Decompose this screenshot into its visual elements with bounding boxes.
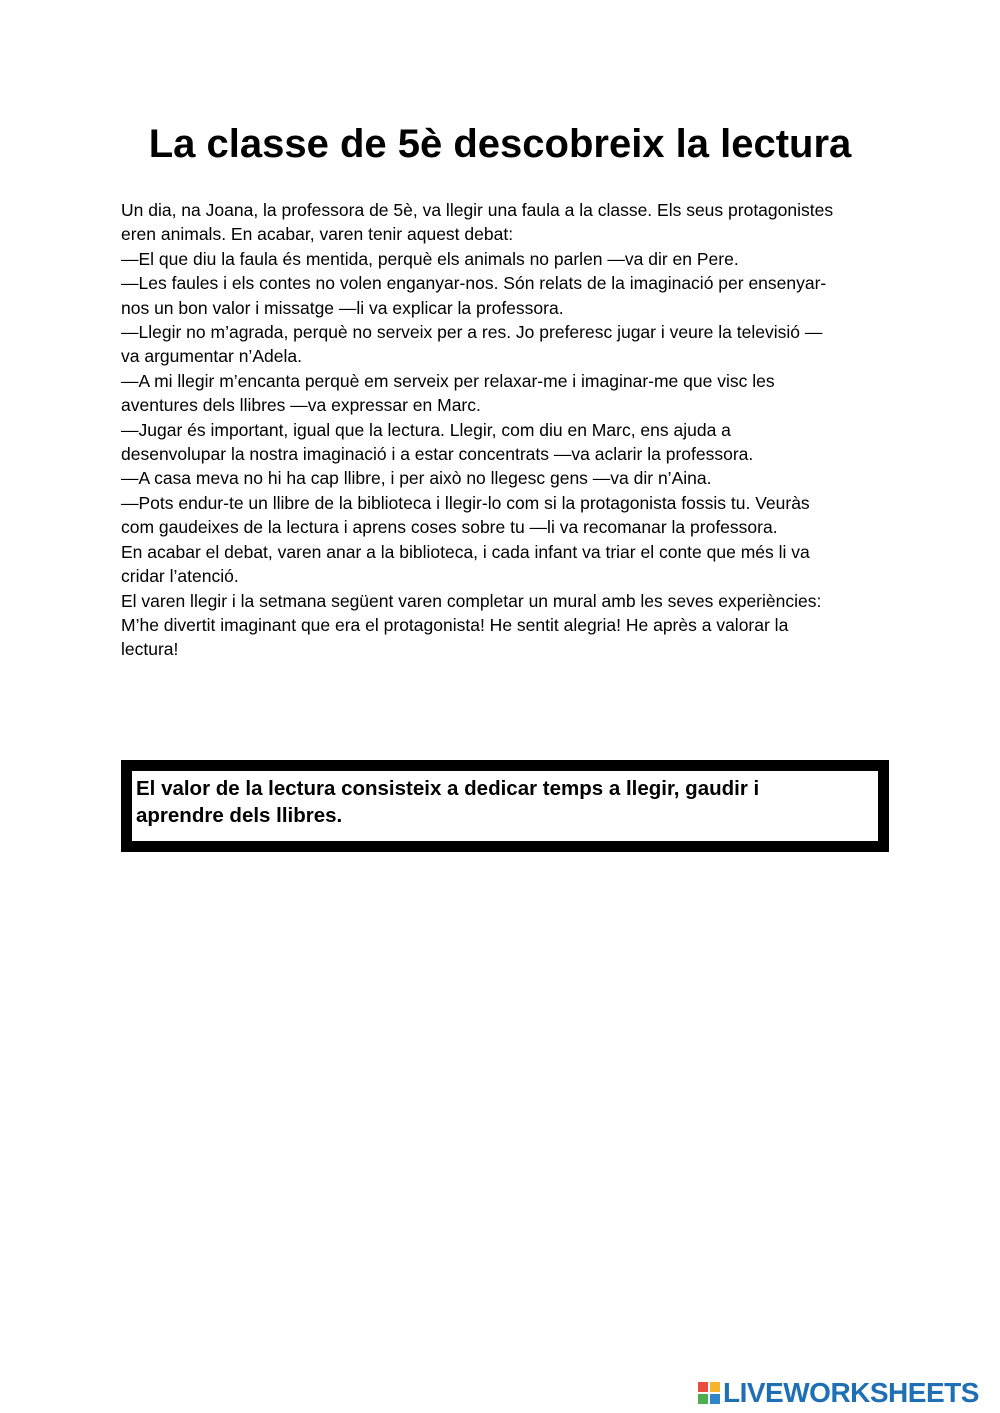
logo-square <box>698 1394 708 1404</box>
story-line: aventures dels llibres —va expressar en Marc. <box>121 395 481 416</box>
story-line: M’he divertit imaginant que era el protagonista! He sentit alegria! He après a valorar la <box>121 614 789 635</box>
page-title: La classe de 5è descobreix la lectura <box>148 122 852 166</box>
reading-value-line: El valor de la lectura consisteix a dedicar temps a llegir, gaudir i <box>136 777 760 800</box>
story-line: —Llegir no m’agrada, perquè no serveix per a res. Jo preferesc jugar i veure la televisió — <box>121 322 823 343</box>
story-line: cridar l’atenció. <box>121 566 239 587</box>
story-line: —Les faules i els contes no volen enganyar-nos. Són relats de la imaginació per ensenyar- <box>121 273 827 294</box>
story-line: nos un bon valor i missatge —li va explicar la professora. <box>121 297 564 318</box>
logo-text: LIVEWORKSHEETS <box>723 1377 979 1408</box>
story-line: —Jugar és important, igual que la lectura. Llegir, com diu en Marc, ens ajuda a <box>121 419 731 440</box>
story-line: —Pots endur-te un llibre de la biblioteca i llegir-lo com si la protagonista fossis tu. Veuràs <box>121 492 810 513</box>
reading-value-line: aprendre dels llibres. <box>136 804 343 827</box>
liveworksheets-logo-icon <box>698 1382 720 1404</box>
logo-square <box>698 1382 708 1392</box>
story-line: eren animals. En acabar, varen tenir aquest debat: <box>121 224 514 245</box>
logo-square <box>710 1382 720 1392</box>
story-line: Un dia, na Joana, la professora de 5è, va llegir una faula a la classe. Els seus protagonistes <box>121 200 834 220</box>
reading-value-box <box>121 760 889 852</box>
story-line: lectura! <box>121 639 179 660</box>
story-line: com gaudeixes de la lectura i aprens coses sobre tu —li va recomanar la professora. <box>121 517 778 538</box>
story-line: —El que diu la faula és mentida, perquè els animals no parlen —va dir en Pere. <box>121 248 739 269</box>
liveworksheets-logo <box>698 1377 979 1409</box>
story-line: En acabar el debat, varen anar a la biblioteca, i cada infant va triar el conte que més li va <box>121 541 810 562</box>
story-text <box>121 198 881 662</box>
logo-square <box>710 1394 720 1404</box>
story-line: El varen llegir i la setmana següent varen completar un mural amb les seves experiències: <box>121 590 822 611</box>
story-line: —A casa meva no hi ha cap llibre, i per això no llegesc gens —va dir n’Aina. <box>121 468 712 489</box>
story-line: va argumentar n’Adela. <box>121 346 302 367</box>
story-line: desenvolupar la nostra imaginació i a estar concentrats —va aclarir la professora. <box>121 444 754 465</box>
story-line: —A mi llegir m’encanta perquè em serveix per relaxar-me i imaginar-me que visc les <box>121 370 775 391</box>
